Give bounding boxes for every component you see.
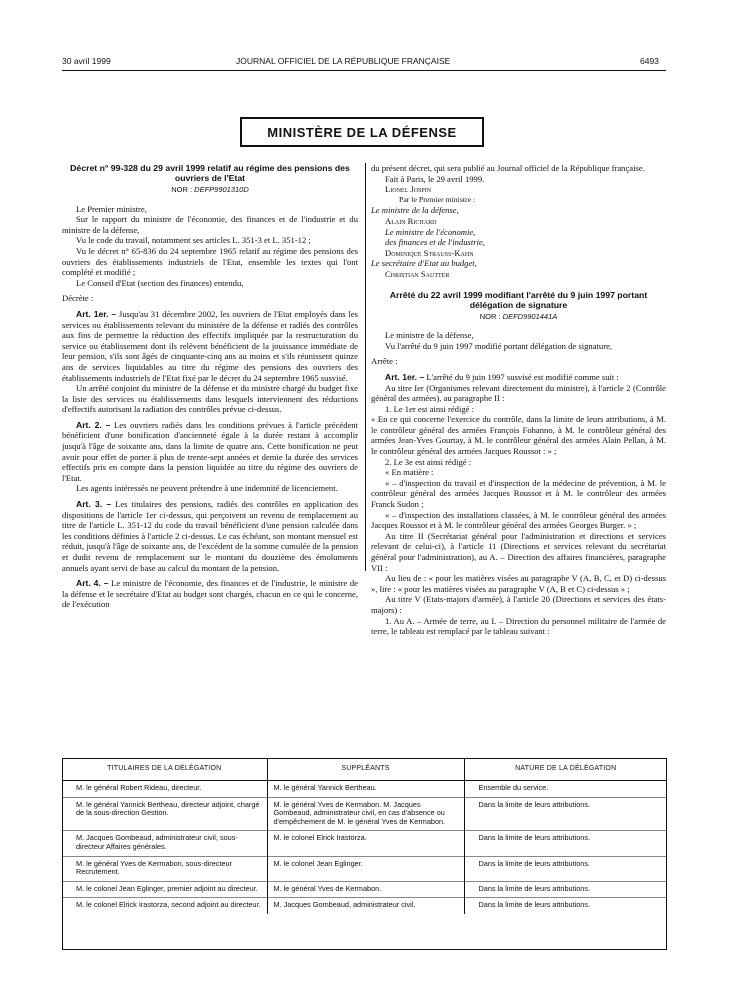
decret-intro-4: Vu le décret n° 65-836 du 24 septembre 1965 relatif au régime des pensions des ouvriers des établissements industriels de l'Etat, ensemble les textes qui l'ont complété et modifié ; [62, 245, 358, 278]
par-premier-ministre: Par le Premier ministre : [399, 194, 476, 204]
arrete-p8: « – d'inspection du travail et d'inspection de la médecine de prévention, à M. le contrôleur général des armées Jacques Roussot et à M. le contrôleur des armées Franck Sudon ; [371, 477, 666, 510]
table-row [62, 831, 667, 856]
signature-sec-budget: Christian Sautter [385, 268, 450, 279]
arrete-p9: « – d'inspection des installations classées, à M. le contrôleur général des armées Jacques Roussot et à M. le contrôleur général des armées Georges Burger. » ; [371, 509, 666, 531]
arrete-p10: Au titre II (Secrétariat général pour l'administration et directions et services relevant de celui-ci), à l'article 11 (Directions et services relevant du secrétariat général pour l'administration), au A. – Direction des affaires financières, paragraphe VII : [371, 530, 666, 573]
header-date: 30 avril 1999 [62, 56, 111, 66]
header-rule [62, 70, 666, 71]
table-cell: M. le général Yves de Kermabon. [267, 881, 464, 898]
decret-art1-p2: Un arrêté conjoint du ministre de la défense et du ministre chargé du budget fixe la liste des services ou établissements dans lesquels interviennent des réductions d'effectifs autorisant la radiation des contrôles prévue ci-dessus. [62, 383, 358, 415]
decret-intro-1: Le Premier ministre, [76, 203, 147, 214]
table-cell: Dans la limite de leurs attributions. [464, 856, 667, 881]
table-cell: M. le général Yves de Kermabon. M. Jacques Gombeaud, administrateur civil, en cas d'absence ou d'empêchement de M. le général Yves de Kermabon. [267, 797, 464, 831]
table-row [62, 881, 667, 898]
decret-intro-2: Sur le rapport du ministre de l'économie, des finances et de l'industrie et du ministre de la défense, [62, 214, 358, 235]
table-row [62, 898, 667, 914]
arrete-nor: NOR : DEFD9901441A [479, 311, 558, 321]
table-cell: Dans la limite de leurs attributions. [464, 881, 667, 898]
table-cell: M. le colonel Elrick Irastorza. [267, 831, 464, 856]
sec-budget-title: Le secrétaire d'Etat au budget, [371, 258, 477, 269]
decret-art3: Art. 3. – Les titulaires des pensions, radiés des contrôles en application des dispositions de l'article 1er ci-dessus, qui perçoivent un revenu de remplacement au titre de l'article L. 351-12 du code du travail bénéficient d'une pension calculée dans les conditions définies à l'article 2 ci-dessus. Le cas échéant, son montant mensuel est réduit, jusqu'à l'âge de soixante ans, de l'excédent de la somme cumulée de la pension et dudit revenu de remplacement sur le montant du douzième des émoluments annuels ayant servi de base au calcul du montant de la pension. [62, 499, 358, 573]
decret-art1: Art. 1er. – Jusqu'au 31 décembre 2002, les ouvriers de l'Etat employés dans les services ou établissements relevant du ministère de la défense et radiés des contrôles aux fins de permettre la réduction des effectifs impliquée par la restructuration du service ou établissement dont ils relèvent bénéficient de la jouissance immédiate de leur pension, s'ils sont âgés de cinquante-cinq ans au moins et s'ils réunissent quinze ans de services liquidables au titre du régime des pensions des ouvriers des établissements industriels de l'Etat fixé par le décret du 24 septembre 1965 susvisé. [62, 308, 358, 383]
table-cell: M. le colonel Jean Eglinger. [267, 856, 464, 881]
arrete-p5: « En ce qui concerne l'exercice du contrôle, dans la limite de leurs attributions, à M. le contrôleur général des armées François Fohanno, à M. le contrôleur général des armées Jean-Yves Gourtay, à M. le contrôleur général des armées Alain Pellan, à M. le contrôleur général des armées Jacques Roussot : » ; [371, 414, 666, 457]
arrete-p12: Au titre V (Etats-majors d'armée), à l'article 20 (Directions et services des états-majors) : [371, 594, 666, 615]
signature-pm: Lionel Jospin [385, 184, 432, 195]
decret-intro-3: Vu le code du travail, notamment ses articles L. 351-3 et L. 351-12 ; [76, 235, 311, 246]
delegation-table [62, 758, 667, 914]
table-header-nature: NATURE DE LA DÉLÉGATION [464, 758, 667, 781]
table-cell: M. le général Yannick Bertheau. [267, 781, 464, 798]
signature-min-eco: Dominique Strauss-Kahn [385, 247, 474, 258]
min-def-title: Le ministre de la défense, [371, 205, 459, 216]
column-divider [365, 163, 366, 571]
arrete-p1: Le ministre de la défense, [385, 330, 474, 341]
arrete-p6: 2. Le 3e est ainsi rédigé : [385, 456, 472, 467]
header-journal: JOURNAL OFFICIEL DE LA RÉPUBLIQUE FRANÇAISE [236, 56, 451, 66]
table-cell: Dans la limite de leurs attributions. [464, 797, 667, 831]
arrete-title: Arrêté du 22 avril 1999 modifiant l'arrêté du 9 juin 1997 portant délégation de signature [389, 289, 648, 310]
arrete-p7: « En matière : [385, 467, 434, 478]
arrete-p13: 1. Au A. – Armée de terre, au I. – Direction du personnel militaire de l'armée de terre, le tableau est remplacé par le tableau suivant : [371, 615, 666, 637]
table-cell: M. le général Robert Rideau, directeur. [62, 781, 267, 798]
table-cell: M. le général Yannick Bertheau, directeur adjoint, chargé de la sous-direction Gestion. [62, 797, 267, 831]
decret-art4-cont: du présent décret, qui sera publié au Journal officiel de la République française. [371, 163, 645, 173]
decret-title: Décret n° 99-328 du 29 avril 1999 relatif au régime des pensions des ouvriers de l'Etat [70, 163, 350, 183]
signature-min-def: Alain Richard [385, 215, 437, 226]
decret-art4: Art. 4. – Le ministre de l'économie, des finances et de l'industrie, le ministre de la défense et le secrétaire d'Etat au budget sont chargés, chacun en ce qui le concerne, de l'exécution [62, 578, 358, 610]
arrete-word: Arrête : [371, 356, 398, 367]
arrete-p11: Au lieu de : « pour les matières visées au paragraphe V (A, B, C, et D) ci-dessus », lire : « pour les matières visées au paragraphe V (A, B et C) ci-dessus » ; [371, 573, 666, 594]
table-row [62, 856, 667, 881]
table-header-titulaires: TITULAIRES DE LA DÉLÉGATION [62, 758, 267, 781]
table-cell: M. le général Yves de Kermabon, sous-directeur Recrutement. [62, 856, 267, 881]
min-eco-title-2: des finances et de l'industrie, [385, 237, 485, 248]
table-row [62, 781, 667, 798]
table-cell: M. Jacques Gombeaud, administrateur civil, sous-directeur Affaires générales. [62, 831, 267, 856]
header-page: 6493 [640, 56, 659, 66]
min-eco-title-1: Le ministre de l'économie, [385, 226, 476, 237]
ministry-title: MINISTÈRE DE LA DÉFENSE [267, 124, 457, 140]
decret-art2: Art. 2. – Les ouvriers radiés dans les conditions prévues à l'article précédent bénéficient d'une bonification d'ancienneté égale à la durée restant à accomplir jusqu'à l'âge de soixante ans, dans la limite de quatre ans. Cette bonification ne peut avoir pour effet de porter à plus de trente-sept années et demie la durée des services effectifs pris en compte dans la pension liquidée au titre du régime des ouvriers de l'Etat. [62, 419, 358, 483]
table-cell: Dans la limite de leurs attributions. [464, 831, 667, 856]
table-cell: Ensemble du service. [464, 781, 667, 798]
decret-intro-5: Le Conseil d'Etat (section des finances) entendu, [76, 277, 244, 288]
table-cell: M. le colonel Elrick Irastorza, second adjoint au directeur. [62, 898, 267, 914]
arrete-p4: 1. Le 1er est ainsi rédigé : [385, 403, 475, 414]
decrete-word: Décrète : [62, 293, 94, 304]
decret-nor: NOR : DEFP9901310D [171, 185, 249, 194]
arrete-art1: Art. 1er. – L'arrêté du 9 juin 1997 susvisé est modifié comme suit : [385, 371, 619, 382]
left-column [62, 163, 358, 610]
table-cell: M. le colonel Jean Eglinger, premier adjoint au directeur. [62, 881, 267, 898]
table-header-suppleants: SUPPLÉANTS [267, 758, 464, 781]
table-header-row [62, 758, 667, 781]
table-row [62, 797, 667, 831]
right-column [371, 163, 666, 637]
table-cell: Dans la limite de leurs attributions. [464, 898, 667, 914]
ministry-box [240, 117, 484, 147]
arrete-p2: Vu l'arrêté du 9 juin 1997 modifié portant délégation de signature, [385, 340, 613, 351]
decret-art2-p2: Les agents intéressés ne peuvent prétendre à une indemnité de licenciement. [76, 483, 338, 494]
arrete-p3: Au titre Ier (Organismes relevant directement du ministre), à l'article 2 (Contrôle général des armées), au paragraphe II : [371, 382, 666, 404]
fait-a-paris: Fait à Paris, le 29 avril 1999. [385, 173, 485, 184]
table-cell: M. Jacques Gombeaud, administrateur civil. [267, 898, 464, 914]
